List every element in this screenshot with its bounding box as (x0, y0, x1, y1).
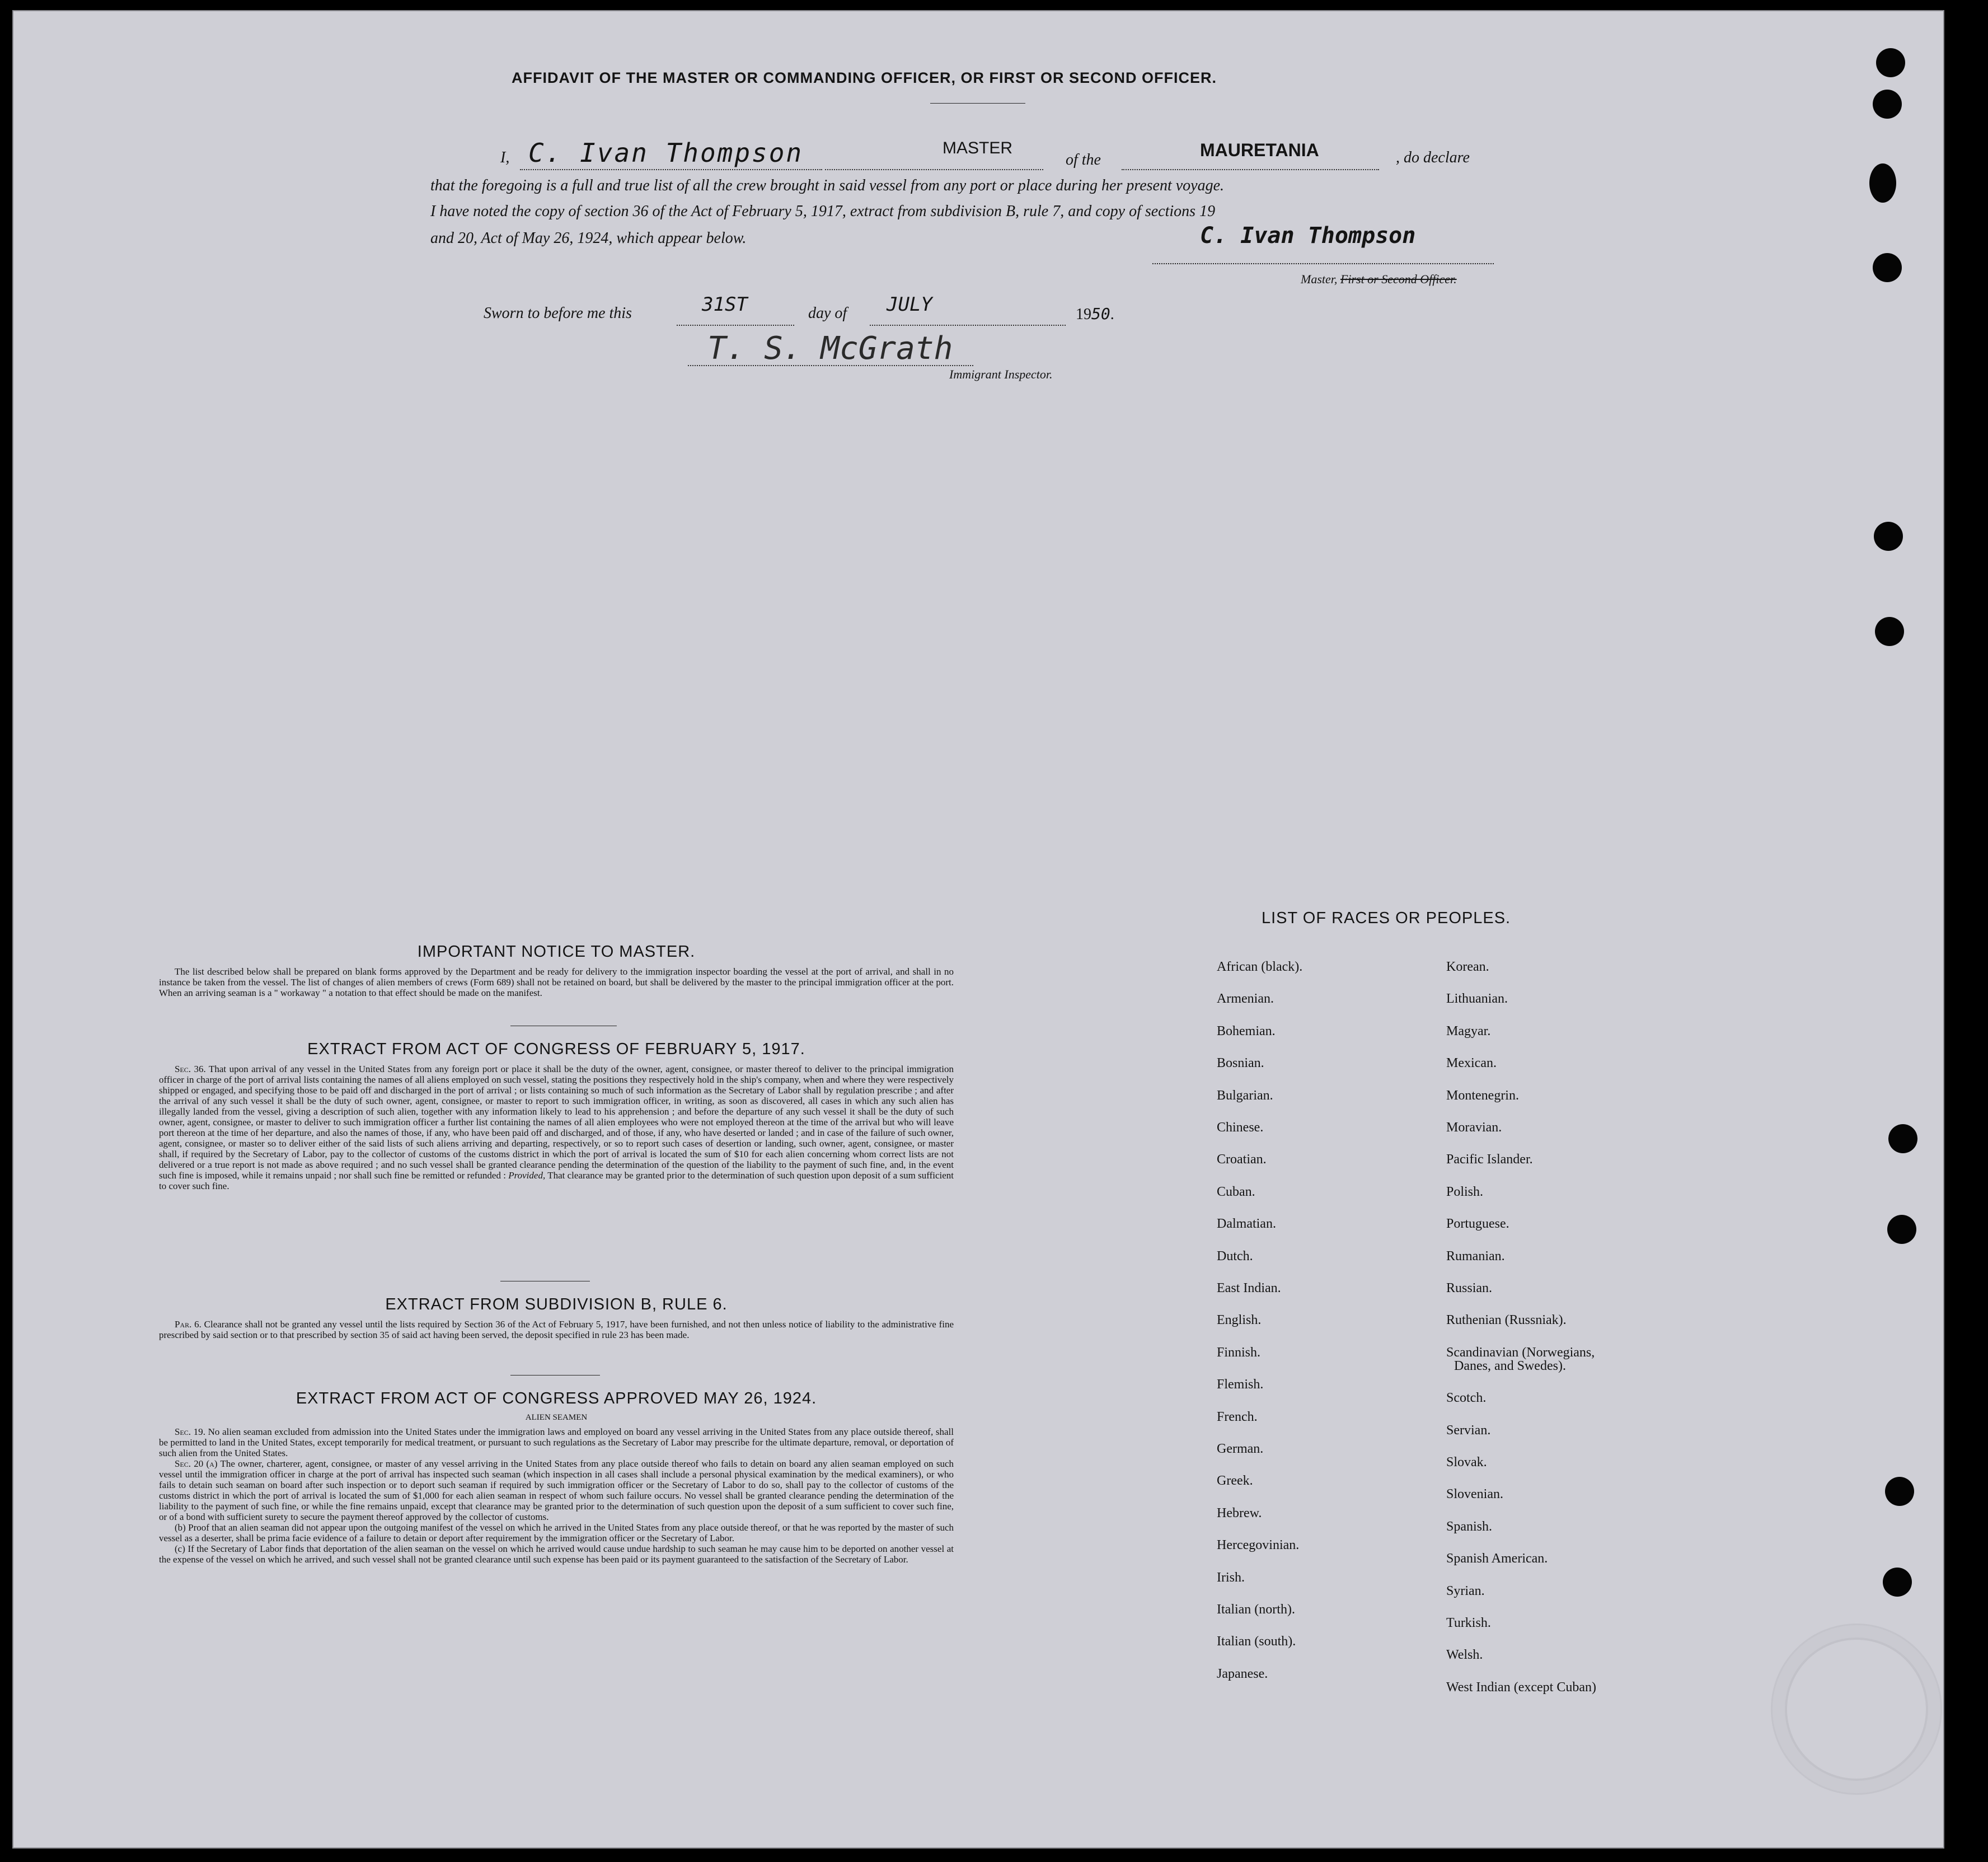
punch-hole (1876, 48, 1905, 77)
sec-36-label: Sec. 36. (175, 1064, 206, 1074)
sec-36-text: That upon arrival of any vessel in the United States from any foreign port or place it shall be the duty of the owner, agent, consignee, or master thereof to deliver to the principal immigration officer in charge of the port of arrival lists containing the names of all aliens employed on such vessel, stating the positions they respectively hold in the ship's company, when and where they were respectively shipped or engaged, and specifying those to be paid off and discharged in the port of arrival ; or lists containing so much of such information as the Secretary of Labor shall by regulation prescribe ; and after the arrival of any such vessel it shall be the duty of such owner, agent, consignee, or master to report to such immigration officer, in writing, as soon as discovered, all cases in which any such alien has illegally landed from the vessel, giving a description of such alien, together with any information likely to lead to his apprehension ; and before the departure of any such vessel it shall be the duty of such owner, agent, consignee, or master to deliver to such immigration officer a further list containing the names of all alien employees who were not employed thereon at the time of the arrival but who will leave port thereon at the time of her departure, and also the names of those, if any, who have been paid off and discharged, and of those, if any, who have deserted or landed ; and in case of the failure of such owner, agent, consignee, or master so to deliver either of the said lists of such aliens arriving and departing, respectively, or so to report such cases of desertion or landing, such owner, agent, consignee, or master shall, if required by the Secretary of Labor, pay to the collector of customs of the customs district in which the port of arrival is located the sum of $10 for each alien concerning whom correct lists are not delivered or a true report is not made as above required ; and no such vessel shall be granted clearance pending the determination of the question of the liability to the payment of such fine, and, in the event such fine is imposed, while it remains unpaid ; nor shall such fine be remitted or refunded : (159, 1064, 954, 1181)
notice-heading: IMPORTANT NOTICE TO MASTER. (417, 943, 696, 961)
punch-hole (1883, 1568, 1912, 1597)
day-of-label: day of (808, 305, 847, 322)
sec-20a-label: Sec. 20 (a) (175, 1458, 218, 1469)
punch-hole (1875, 617, 1904, 646)
race-item: French. (1217, 1409, 1258, 1424)
sec-19-paragraph (159, 1426, 954, 1458)
sec-20b-paragraph (159, 1522, 954, 1543)
alien-seamen-subheading: ALIEN SEAMEN (525, 1413, 588, 1422)
extract-1924-heading: EXTRACT FROM ACT OF CONGRESS APPROVED MAY 26, 1924. (296, 1390, 817, 1407)
master-signature: C. Ivan Thompson (1200, 223, 1416, 249)
punch-hole (1873, 90, 1902, 119)
punch-hole (1885, 1477, 1914, 1506)
sec-20c-label: (c) (175, 1543, 185, 1554)
document-page (12, 10, 1944, 1849)
year-handwritten: 50 (1091, 305, 1110, 323)
race-item: Danes, and Swedes). (1454, 1358, 1566, 1373)
race-item: Rumanian. (1446, 1248, 1505, 1264)
affidavit-line-4: and 20, Act of May 26, 1924, which appear below. (430, 230, 747, 247)
inspector-label: Immigrant Inspector. (949, 367, 1053, 381)
race-item: Slovenian. (1446, 1487, 1503, 1502)
master-label (1301, 272, 1457, 287)
sec-20a-paragraph (159, 1458, 954, 1522)
sec-20b-text: Proof that an alien seaman did not appear upon the outgoing manifest of the vessel on which he arrived in the United States from any place outside thereof, or that he was reported by the master of such vessel as a deserter, shall be prima facie evidence of a failure to detain or deport after requirement by the immigration officer or the Secretary of Labor. (159, 1522, 954, 1543)
rule6-paragraph (159, 1319, 954, 1340)
do-declare-label: , do declare (1396, 149, 1470, 166)
proviso-text: That clearance may be granted prior to the determination of such question upon deposit of a sum sufficient to cover such fine. (159, 1170, 954, 1191)
day-line (677, 325, 794, 326)
race-item: Flemish. (1217, 1377, 1264, 1392)
race-item: Mexican. (1446, 1056, 1497, 1071)
race-item: English. (1217, 1313, 1262, 1328)
inspector-line (688, 365, 973, 366)
master-word: Master, (1301, 272, 1338, 286)
race-item: Spanish American. (1446, 1551, 1548, 1566)
inspector-signature: T. S. McGrath (707, 330, 953, 367)
vessel-line (1122, 169, 1379, 170)
year-prefix: 19 (1076, 306, 1091, 323)
sec-19-text: No alien seaman excluded from admission into the United States under the immigration laws and employed on board any vessel arriving in the United States from any place outside thereof, shall be permitted to land in the United States, except temporarily for medical treatment, or pursuant to such regulations as the Secretary of Labor may prescribe for the ultimate departure, removal, or deportation of such alien from the United States. (159, 1426, 954, 1458)
race-item: Ruthenian (Russniak). (1446, 1313, 1567, 1328)
race-item: West Indian (except Cuban) (1446, 1679, 1596, 1695)
race-item: Russian. (1446, 1281, 1493, 1295)
rule6-text (159, 1319, 954, 1340)
master-name-handwritten: C. Ivan Thompson (528, 138, 804, 168)
rule6-divider (510, 1375, 600, 1376)
race-item: Turkish. (1446, 1616, 1491, 1630)
race-item: Chinese. (1217, 1120, 1264, 1135)
punch-hole (1888, 1124, 1917, 1153)
race-item: Syrian. (1446, 1583, 1485, 1598)
month-line (870, 325, 1066, 326)
race-item: Magyar. (1446, 1023, 1491, 1038)
race-item: Polish. (1446, 1184, 1484, 1199)
race-item: Welsh. (1446, 1648, 1483, 1663)
par-6-text: Clearance shall not be granted any vessel until the lists required by Section 36 of the Act of February 5, 1917, have been furnished, and not then unless notice of liability to the administrative fine prescribed by said section or to that prescribed by section 35 of said act having been served, the deposit specified in rule 23 has been made. (159, 1319, 954, 1340)
race-item: Italian (north). (1217, 1602, 1295, 1617)
sec-20b-label: (b) (175, 1522, 186, 1533)
races-heading: LIST OF RACES OR PEOPLES. (1262, 909, 1511, 927)
sec-20a-text: The owner, charterer, agent, consignee, or master of any vessel arriving in the United States from any place outside thereof who fails to detain on board any alien seaman employed on such vessel until the immigration officer in charge at the port of arrival has inspected such seaman (which inspection in all cases shall include a personal physical examination by the medical examiners), or who fails to detain such seaman on board after such inspection or to deport such seaman if required by such immigration officer or the Secretary of Labor to do so, shall pay to the collector of customs of the customs district in which the port of arrival is located the sum of $1,000 for each alien seaman in respect of whom such failure occurs. No vessel shall be granted clearance pending the determination of the liability to the payment of such fine, or while the fine remains unpaid, except that clearance may be granted prior to the determination of such question upon the deposit of a sum sufficient to cover such fine, or of a bond with sufficient surety to secure the payment thereof approved by the collector of customs. (159, 1458, 954, 1522)
title-underline (930, 103, 1025, 104)
race-item: East Indian. (1217, 1281, 1281, 1295)
notice-paragraph: The list described below shall be prepared on blank forms approved by the Department and be ready for delivery to the immigration inspector boarding the vessel at the port of arrival, and shall in no instance be taken from the vessel. The list of changes of alien members of crews (Form 689) shall not be retained on board, but shall be delivered by the master to the principal immigration officer at the port. When an arriving seaman is a " workaway " a notation to that effect should be made on the manifest. (159, 966, 954, 998)
sworn-prefix: Sworn to before me this (484, 305, 632, 322)
race-item: Italian (south). (1217, 1634, 1296, 1649)
rank-line (825, 169, 1043, 170)
proviso-label: Provided, (508, 1170, 546, 1181)
sec-20c-text: If the Secretary of Labor finds that deportation of the alien seaman on the vessel on which he arrived would cause undue hardship to such seaman he may cause him to be deported on another vessel at the expense of the vessel on which he arrived, and such vessel shall not be granted clearance until such expense has been paid or its payment guaranteed to the satisfaction of the Secretary of Labor. (159, 1543, 954, 1565)
race-item: Croatian. (1217, 1152, 1267, 1167)
affidavit-title: AFFIDAVIT OF THE MASTER OR COMMANDING OFFICER, OR FIRST OR SECOND OFFICER. (512, 69, 1217, 86)
race-item: Japanese. (1217, 1666, 1268, 1681)
embossed-seal (1771, 1624, 1942, 1795)
race-item: Lithuanian. (1446, 991, 1508, 1007)
race-item: Bohemian. (1217, 1023, 1276, 1038)
extract-1924-text (159, 1426, 954, 1565)
affidavit-line-3: I have noted the copy of section 36 of the Act of February 5, 1917, extract from subdivision B, rule 7, and copy of sections 19 (430, 203, 1216, 220)
race-item: Hercegovinian. (1217, 1538, 1300, 1553)
i-prefix: I, (500, 149, 510, 166)
race-item: Korean. (1446, 960, 1489, 974)
race-item: Scandinavian (Norwegians, (1446, 1345, 1595, 1360)
race-item: Dutch. (1217, 1248, 1253, 1264)
race-item: Scotch. (1446, 1391, 1487, 1406)
sworn-year: 1950. (1076, 305, 1114, 323)
sworn-day: 31ST (702, 293, 748, 316)
race-item: Irish. (1217, 1570, 1245, 1585)
sec-20c-paragraph (159, 1543, 954, 1565)
race-item: Hebrew. (1217, 1505, 1262, 1521)
race-item: Greek. (1217, 1473, 1253, 1489)
extract-1917-text (159, 1064, 954, 1191)
vessel-name: MAURETANIA (1200, 140, 1319, 160)
punch-hole (1869, 163, 1896, 203)
punch-hole (1873, 253, 1902, 282)
race-item: Dalmatian. (1217, 1217, 1276, 1232)
rule6-heading: EXTRACT FROM SUBDIVISION B, RULE 6. (385, 1295, 728, 1313)
race-item: Cuban. (1217, 1184, 1255, 1199)
par-6-label: Par. 6. (175, 1319, 201, 1330)
sworn-month: JULY (887, 293, 932, 316)
race-item: Moravian. (1446, 1120, 1502, 1135)
race-item: Portuguese. (1446, 1217, 1509, 1232)
race-item: Montenegrin. (1446, 1088, 1519, 1103)
rank-master: MASTER (943, 139, 1013, 157)
race-item: German. (1217, 1442, 1264, 1456)
name-line (520, 169, 822, 170)
signature-line (1152, 263, 1494, 264)
notice-text (159, 966, 954, 998)
race-item: Armenian. (1217, 991, 1274, 1007)
extract-1917-paragraph (159, 1064, 954, 1191)
race-item: Pacific Islander. (1446, 1152, 1533, 1167)
race-item: Spanish. (1446, 1519, 1493, 1534)
race-item: Bosnian. (1217, 1056, 1264, 1071)
race-item: Servian. (1446, 1423, 1491, 1438)
race-item: Slovak. (1446, 1455, 1487, 1470)
of-the-label: of the (1066, 151, 1101, 169)
race-item: Finnish. (1217, 1345, 1261, 1360)
race-item: African (black). (1217, 960, 1303, 974)
sec-19-label: Sec. 19. (175, 1426, 205, 1437)
affidavit-line-2: that the foregoing is a full and true list of all the crew brought in said vessel from any port or place during her present voyage. (430, 177, 1225, 194)
punch-hole (1887, 1215, 1916, 1244)
struck-officer-label: First or Second Officer. (1340, 272, 1457, 286)
race-item: Bulgarian. (1217, 1088, 1273, 1103)
punch-hole (1874, 522, 1903, 551)
extract-1917-heading: EXTRACT FROM ACT OF CONGRESS OF FEBRUARY 5, 1917. (307, 1040, 805, 1058)
